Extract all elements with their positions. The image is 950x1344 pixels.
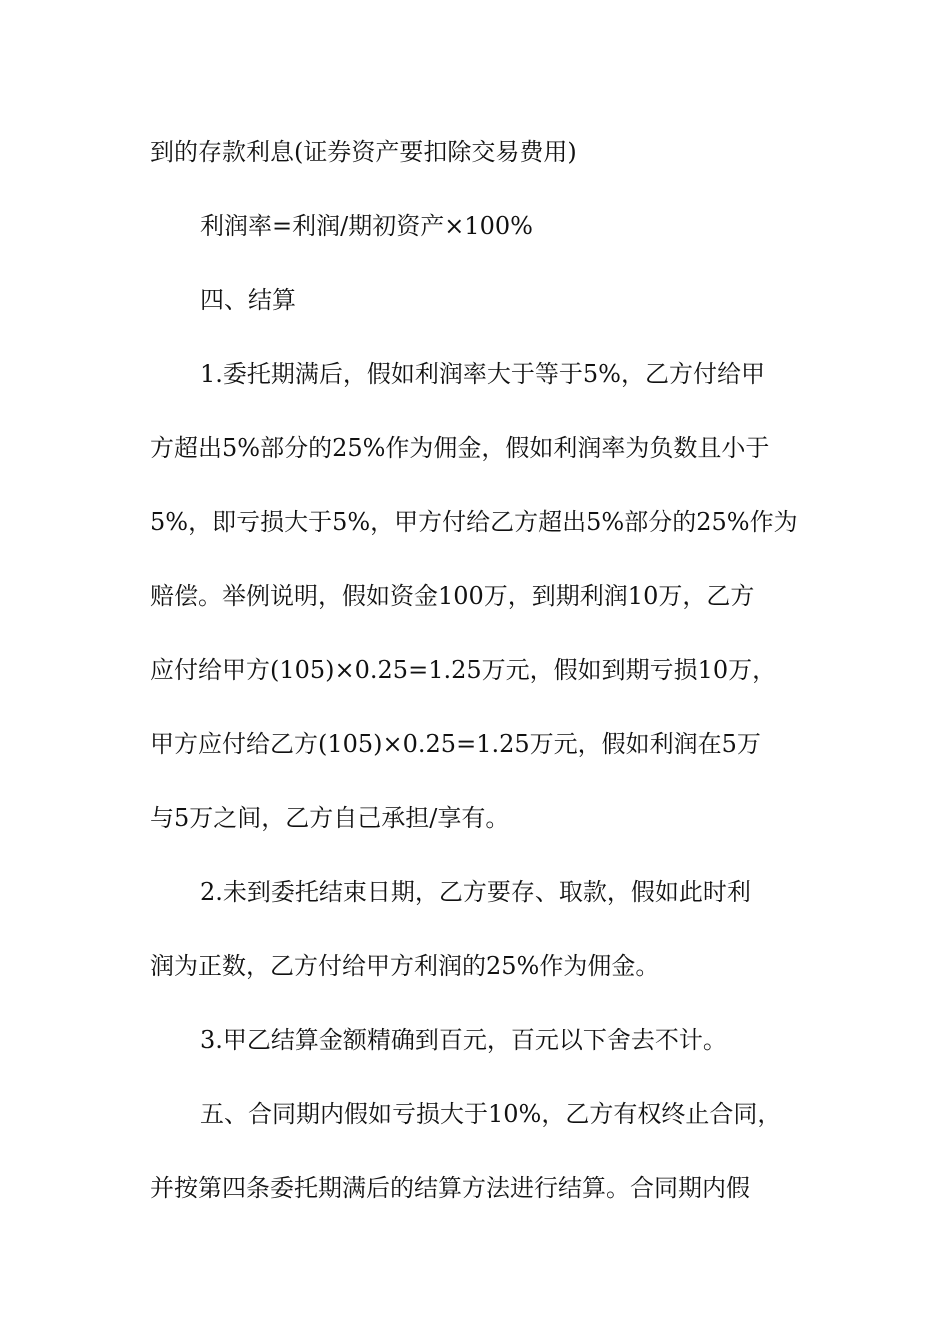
text-line: 2.未到委托结束日期，乙方要存、取款，假如此时利 — [200, 878, 751, 906]
text-line: 并按第四条委托期满后的结算方法进行结算。合同期内假 — [150, 1174, 750, 1202]
text-line: 与5万之间，乙方自己承担/享有。 — [150, 804, 510, 832]
section-heading: 五、合同期内假如亏损大于10%，乙方有权终止合同， — [200, 1100, 782, 1128]
text-line: 1.委托期满后，假如利润率大于等于5%，乙方付给甲 — [200, 360, 765, 388]
text-line: 润为正数，乙方付给甲方利润的25%作为佣金。 — [150, 952, 660, 980]
text-line: 3.甲乙结算金额精确到百元，百元以下舍去不计。 — [200, 1026, 727, 1054]
section-heading: 四、结算 — [200, 286, 296, 314]
text-line: 到的存款利息(证券资产要扣除交易费用) — [150, 138, 577, 166]
text-line: 赔偿。举例说明，假如资金100万，到期利润10万，乙方 — [150, 582, 755, 610]
text-line: 方超出5%部分的25%作为佣金，假如利润率为负数且小于 — [150, 434, 770, 462]
text-line: 应付给甲方(105)×0.25=1.25万元，假如到期亏损10万， — [150, 656, 777, 684]
text-line: 5%，即亏损大于5%，甲方付给乙方超出5%部分的25%作为 — [150, 508, 798, 536]
text-line: 甲方应付给乙方(105)×0.25=1.25万元，假如利润在5万 — [150, 730, 761, 758]
formula-line: 利润率=利润/期初资产×100% — [200, 212, 533, 240]
